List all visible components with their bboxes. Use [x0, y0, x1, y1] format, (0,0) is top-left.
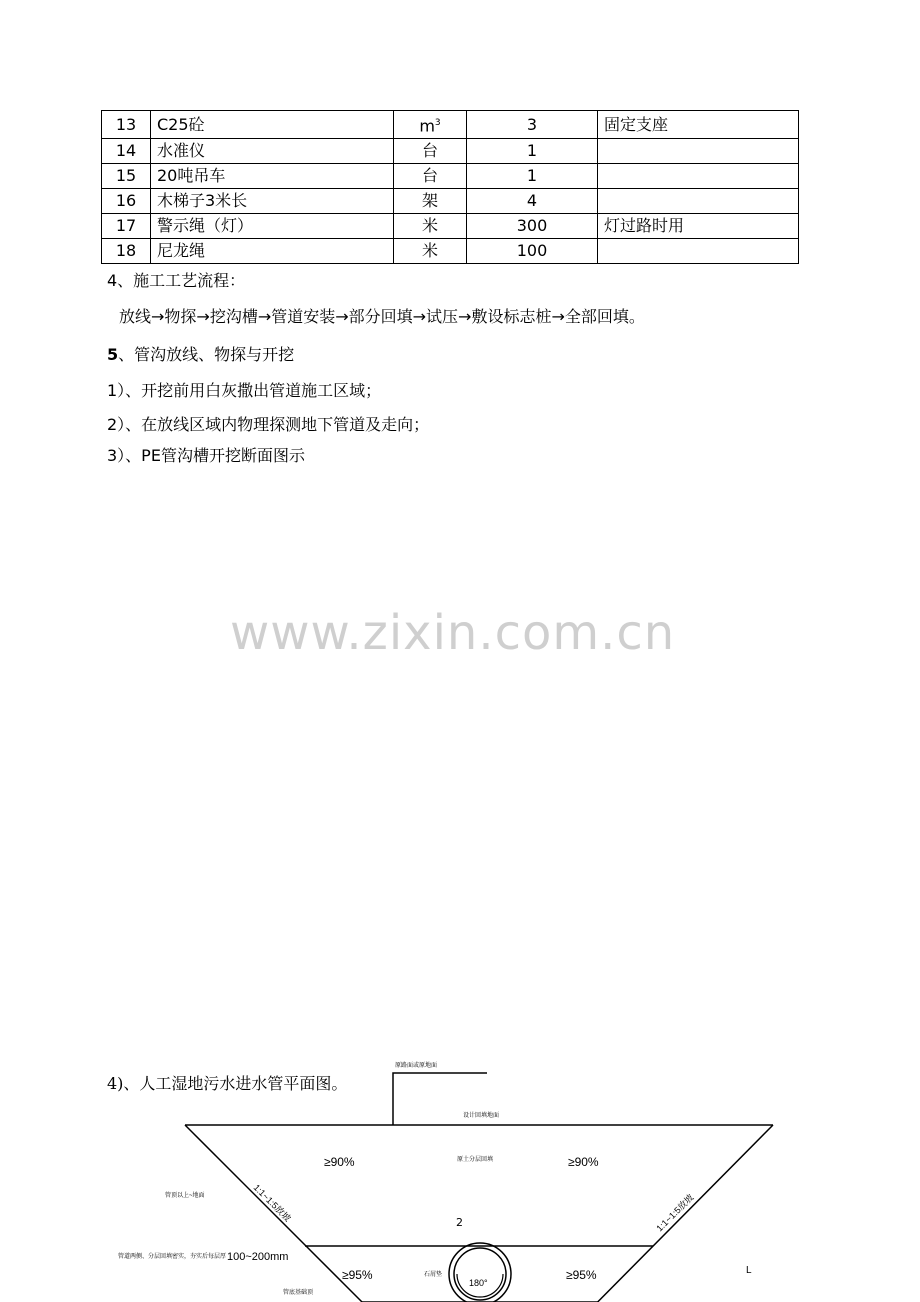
- label-angle: 180°: [469, 1278, 488, 1288]
- label-compact-right: ≥90%: [568, 1155, 599, 1169]
- row-number: 14: [102, 139, 151, 164]
- row-number: 17: [102, 214, 151, 239]
- section-5-heading: [107, 342, 294, 365]
- row-number: 15: [102, 164, 151, 189]
- section-4-heading: 4、施工工艺流程：: [107, 271, 246, 290]
- row-item-name: 尼龙绳: [151, 239, 394, 264]
- label-pipe-top-range: 管顶以上~地面: [165, 1193, 205, 1199]
- table-row: [102, 139, 799, 164]
- label-bedding-top: 管底基础顶: [283, 1290, 314, 1296]
- row-note: 固定支座: [598, 111, 799, 139]
- watermark: www.zixin.com.cn: [230, 605, 676, 661]
- table-row: [102, 239, 799, 264]
- row-number: 18: [102, 239, 151, 264]
- table-row: [102, 214, 799, 239]
- label-slope-right: 1:1~1:5放坡: [654, 1192, 696, 1234]
- row-note: [598, 189, 799, 214]
- label-slope-left: 1:1~1:5放坡: [251, 1182, 293, 1224]
- section-5-item-1: 1）、开挖前用白灰撒出管道施工区域；: [107, 381, 382, 400]
- process-flow: 放线→物探→挖沟槽→管道安装→部分回填→试压→敷设标志桩→全部回填。: [119, 307, 645, 326]
- row-item-name: 20吨吊车: [151, 164, 394, 189]
- label-design-ground: 设计回填地面: [463, 1113, 500, 1119]
- row-unit: 架: [394, 189, 467, 214]
- row-unit: 米: [394, 214, 467, 239]
- equipment-table: [101, 110, 799, 264]
- section-4-item-4: 4)、人工湿地污水进水管平面图。: [107, 1074, 348, 1093]
- section-5-item-3: 3）、PE管沟槽开挖断面图示: [107, 446, 305, 465]
- table-row: [102, 111, 799, 139]
- row-unit: $m^3$: [394, 111, 467, 139]
- row-note: [598, 239, 799, 264]
- row-unit: 台: [394, 164, 467, 189]
- section-5-item-2: 2）、在放线区域内物理探测地下管道及走向；: [107, 415, 430, 434]
- section-5-number: 5: [107, 345, 119, 364]
- row-item-name: 木梯子3米长: [151, 189, 394, 214]
- row-item-name: 警示绳（灯）: [151, 214, 394, 239]
- row-quantity: 4: [467, 189, 598, 214]
- label-original-ground: 原路面或原地面: [395, 1063, 438, 1069]
- row-note: 灯过路时用: [598, 214, 799, 239]
- row-unit: 台: [394, 139, 467, 164]
- section-5-title: 、管沟放线、物探与开挖: [118, 345, 295, 364]
- label-compact-mid-left: ≥95%: [342, 1268, 373, 1282]
- label-stone-chips: 石屑垫: [424, 1272, 443, 1278]
- row-item-name: 水准仪: [151, 139, 394, 164]
- pipe-inner: [454, 1248, 506, 1300]
- pipe-outer: [449, 1243, 511, 1302]
- row-unit: 米: [394, 239, 467, 264]
- row-quantity: 100: [467, 239, 598, 264]
- label-topsoil: 原土分层回填: [457, 1157, 494, 1163]
- row-quantity: 3: [467, 111, 598, 139]
- row-quantity: 1: [467, 139, 598, 164]
- row-number: 16: [102, 189, 151, 214]
- row-note: [598, 164, 799, 189]
- row-note: [598, 139, 799, 164]
- label-compact-mid-right: ≥95%: [566, 1268, 597, 1282]
- label-side-fill: 管道两侧、分层回填密实，夯实后每层厚: [118, 1254, 227, 1260]
- row-number: 13: [102, 111, 151, 139]
- label-side-fill-thickness: 100~200mm: [227, 1251, 289, 1263]
- table-row: [102, 164, 799, 189]
- label-compact-left: ≥90%: [324, 1155, 355, 1169]
- row-item-name: C25砼: [151, 111, 394, 139]
- row-quantity: 1: [467, 164, 598, 189]
- row-quantity: 300: [467, 214, 598, 239]
- table-row: [102, 189, 799, 214]
- page-number: 2: [456, 1216, 463, 1229]
- corner-mark: L: [746, 1265, 752, 1276]
- unit-superscript: 3: [434, 118, 441, 128]
